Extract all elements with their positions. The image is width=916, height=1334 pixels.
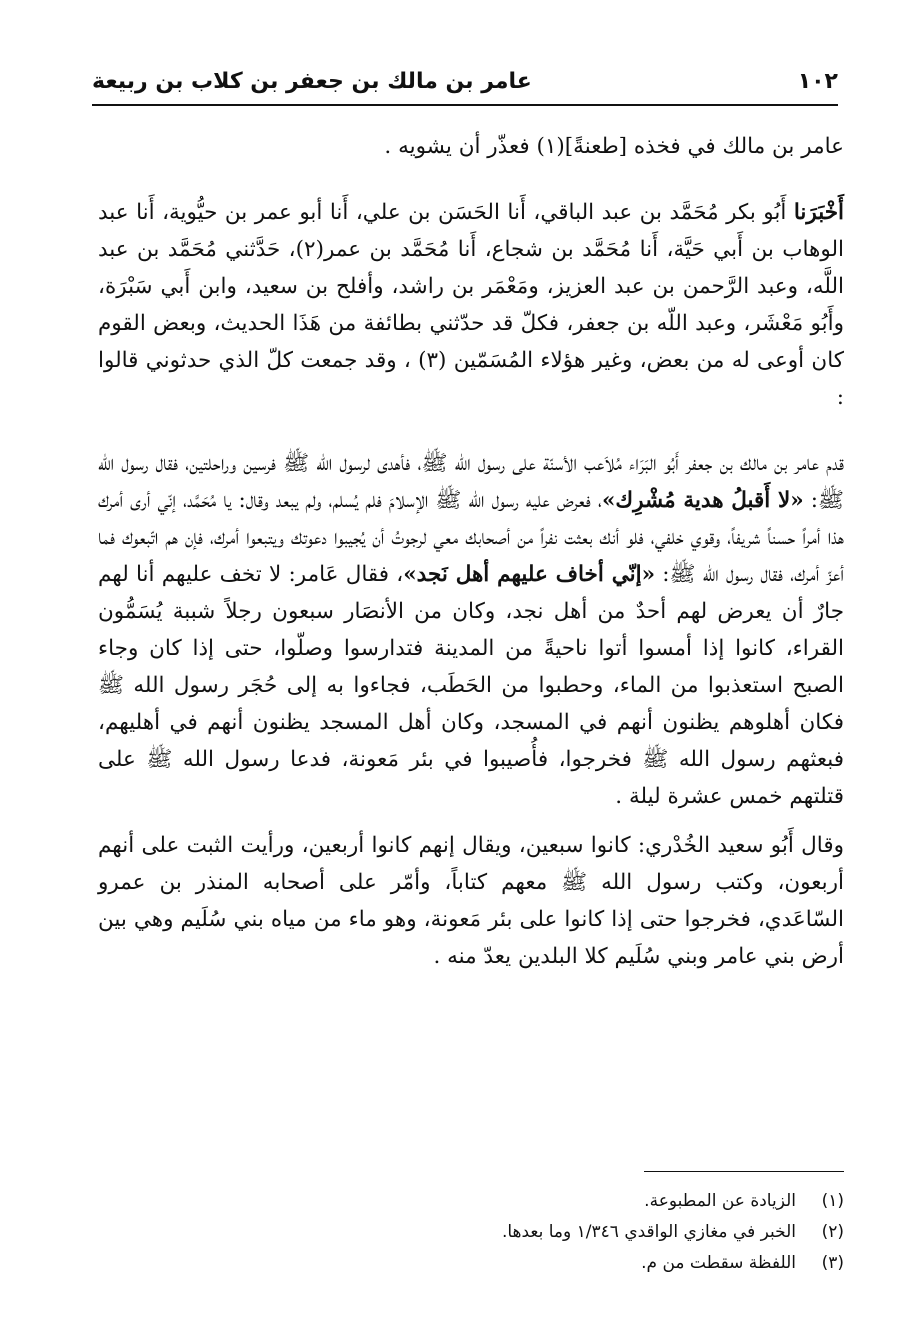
paragraph-3-part-b: ، فعرض عليه رسول الله ﷺ الإسلامَ فلم يُسلم، ولم يبعد وقال: يا مُحَمَّد، إنّي أرى أمرك هذا أمراً حسناً شريفاً، وقوي خلفي، فلو أنك بعثت نفراً من أصحابك معي لرجوتُ أن يُجيبوا دعوتك ويتبعوا أمرك، فإن هم اتّبعوك فما أعزّ أمرك، فقال رسول الله ﷺ: — [98, 488, 844, 587]
footnote-number: (٣) — [821, 1253, 844, 1273]
paragraph-2 — [98, 194, 844, 416]
footnote-number: (١) — [821, 1191, 844, 1211]
footnotes-divider — [644, 1171, 844, 1172]
isnad-lead-word: أَخْبَرَنا — [793, 200, 844, 225]
footnote-3 — [98, 1248, 844, 1279]
paragraph-3-part-a: قدم عامر بن مالك بن جعفر أَبُو البَرَاء مُلاَعب الأسنّة على رسول الله ﷺ، فأهدى لرسول الله ﷺ فرسين وراحلتين، فقال رسول الله ﷺ: — [98, 451, 844, 513]
footnote-text: اللفظة سقطت من م. — [641, 1253, 796, 1273]
running-header — [92, 58, 838, 106]
footnotes — [98, 1186, 844, 1279]
hadith-quote-1: «لا أَقبلُ هدية مُشْرِك» — [601, 488, 804, 513]
footnote-text: الخبر في مغازي الواقدي ١/٣٤٦ وما بعدها. — [501, 1222, 796, 1242]
paragraph-1: عامر بن مالك في فخذه [طعنةً](١) فعذّر أن يشويه . — [384, 134, 844, 159]
footnote-number: (٢) — [821, 1222, 844, 1242]
paragraph-4: وقال أَبُو سعيد الخُدْري: كانوا سبعين، ويقال إنهم كانوا أربعين، ورأيت الثبت على أنهم أربعون، وكتب رسول الله ﷺ معهم كتاباً، وأمّر على أصحابه المنذر بن عمرو السّاعَدي، فخرجوا حتى إذا كانوا على بئر مَعونة، وهو ماء من مياه بني سُلَيم وهي بين أرض بني عامر وبني سُلَيم كلا البلدين يعدّ منه . — [98, 833, 844, 969]
running-title: عامر بن مالك بن جعفر بن كلاب بن ربيعة — [92, 68, 532, 94]
page-number: ١٠٢ — [797, 68, 838, 94]
footnote-1 — [98, 1186, 844, 1217]
paragraph-2-text: أَبُو بكر مُحَمَّد بن عبد الباقي، أَنا الحَسَن بن علي، أَنا أبو عمر بن حيُّوية، أَنا عبد الوهاب بن أَبي حَيَّة، أَنا مُحَمَّد بن شجاع، أَنا مُحَمَّد بن عمر(٢)، حَدَّثني مُحَمَّد بن عبد اللَّه، وعبد الرَّحمن بن عبد العزيز، ومَعْمَر بن راشد، وأفلح بن سعيد، وابن أَبي سَبْرَة، وأَبُو مَعْشَر، وعبد اللّه بن جعفر، فكلّ قد حدّثني بطائفة من هَذَا الحديث، وبعض القوم كان أوعى له من بعض، وغير هؤلاء المُسَمّين (٣) ، وقد جمعت كلّ الذي حدثوني قالوا : — [98, 200, 844, 410]
paragraph-3-part-c: ، فقال عَامر: لا تخف عليهم أنا لهم جارٌ أن يعرض لهم أحدٌ من أهل نجد، وكان من الأنصَار سبعون رجلاً شببة يُسَمُّون القراء، كانوا إذا أمسوا أتوا ناحيةً من المدينة فتدارسوا وصلّوا، حتى إذا كان وجاء الصبح استعذبوا من الماء، وحطبوا من الحَطَب، فجاءوا به إلى حُجَر رسول الله ﷺ فكان أهلوهم يظنون أنهم في المسجد، وكان أهل المسجد يظنون أنهم في أهليهم، فبعثهم رسول الله ﷺ فخرجوا، فأُصيبوا في بئر مَعونة، فدعا رسول الله ﷺ على قتلتهم خمس عشرة ليلة . — [98, 562, 844, 809]
hadith-quote-2: «إنّي أخاف عليهم أهل نَجد» — [403, 562, 656, 587]
footnote-text: الزيادة عن المطبوعة. — [644, 1191, 796, 1211]
paragraph-3 — [98, 445, 844, 815]
footnote-2 — [98, 1217, 844, 1248]
main-text — [98, 128, 844, 1004]
